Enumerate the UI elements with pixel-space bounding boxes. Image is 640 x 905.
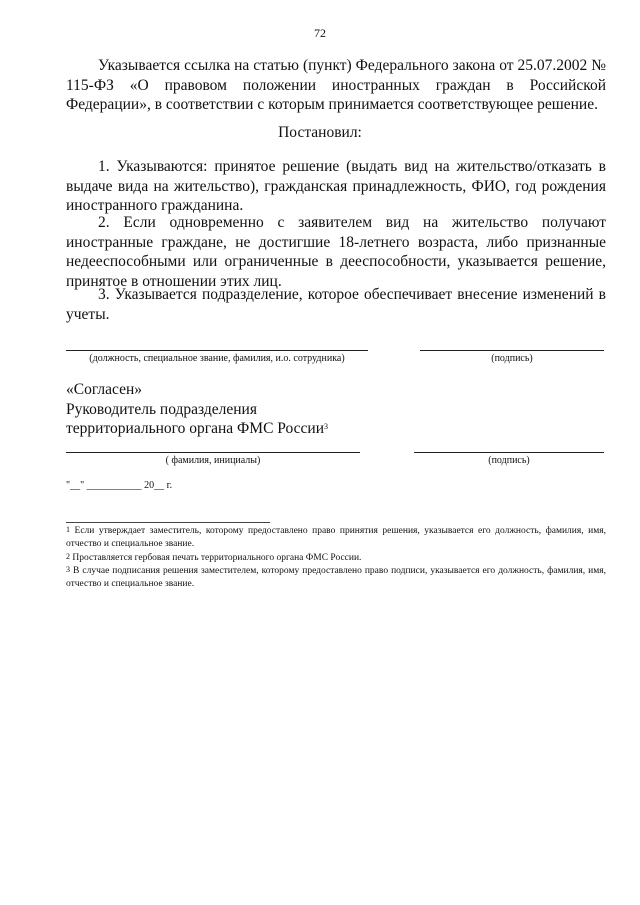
date-line: "__" ___________ 20__ г.	[66, 480, 173, 491]
intro-paragraph: Указывается ссылка на статью (пункт) Федерального закона от 25.07.2002 № 115-ФЗ «О правовом положении иностранных граждан в Российской Федерации», в соответствии с которым принимается соответствующее решение.	[66, 57, 606, 113]
signature-line-1	[420, 350, 604, 351]
footnote-text-3: В случае подписания решения заместителем, которому предоставлено право подписи, указывается его должность, фамилия, имя, отчество и специальное звание.	[66, 566, 607, 589]
signature-caption-1: (подпись)	[491, 353, 533, 364]
signature-caption-2: (подпись)	[488, 455, 530, 466]
item-2: 2. Если одновременно с заявителем вид на жительство получают иностранные граждане, не достигшие 18-летнего возраста, либо признанные недееспособными или ограниченные в дееспособности, указывается решение, принятое в отношении этих лиц.	[66, 214, 606, 290]
signature-line-head	[66, 452, 360, 453]
footnote-2	[66, 552, 606, 565]
signature-line-employee	[66, 350, 368, 351]
approval-line-2-text: территориального органа ФМС России	[66, 420, 325, 437]
footnote-mark-3: 3	[66, 565, 70, 574]
page-number: 72	[314, 26, 326, 40]
approval-line-2	[66, 419, 328, 438]
footnote-mark-2: 2	[66, 552, 70, 561]
footnote-text-2: Проставляется гербовая печать территориального органа ФМС России.	[72, 553, 362, 563]
footnote-3	[66, 565, 606, 591]
footnote-text-1: Если утверждает заместитель, которому предоставлено право принятия решения, указывается его должность, фамилия, имя, отчество и специальное звание.	[66, 526, 606, 549]
item-3: 3. Указывается подразделение, которое обеспечивает внесение изменений в учеты.	[66, 286, 606, 323]
footnote-mark-1: 1	[66, 525, 70, 534]
approval-line-1: Руководитель подразделения	[66, 401, 257, 418]
footnote-ref-3: 3	[324, 422, 329, 431]
approval-agreed: «Согласен»	[66, 381, 143, 398]
employee-caption: (должность, специальное звание, фамилия, и.о. сотрудника)	[89, 353, 345, 364]
signature-line-2	[414, 452, 604, 453]
decree-heading: Постановил:	[278, 124, 362, 141]
item-1: 1. Указываются: принятое решение (выдать вид на жительство/отказать в выдаче вида на жительство), гражданская принадлежность, ФИО, год рождения иностранного гражданина.	[66, 158, 606, 214]
head-caption: ( фамилия, инициалы)	[165, 455, 261, 466]
footnote-separator	[66, 522, 270, 523]
footnote-1	[66, 525, 606, 551]
